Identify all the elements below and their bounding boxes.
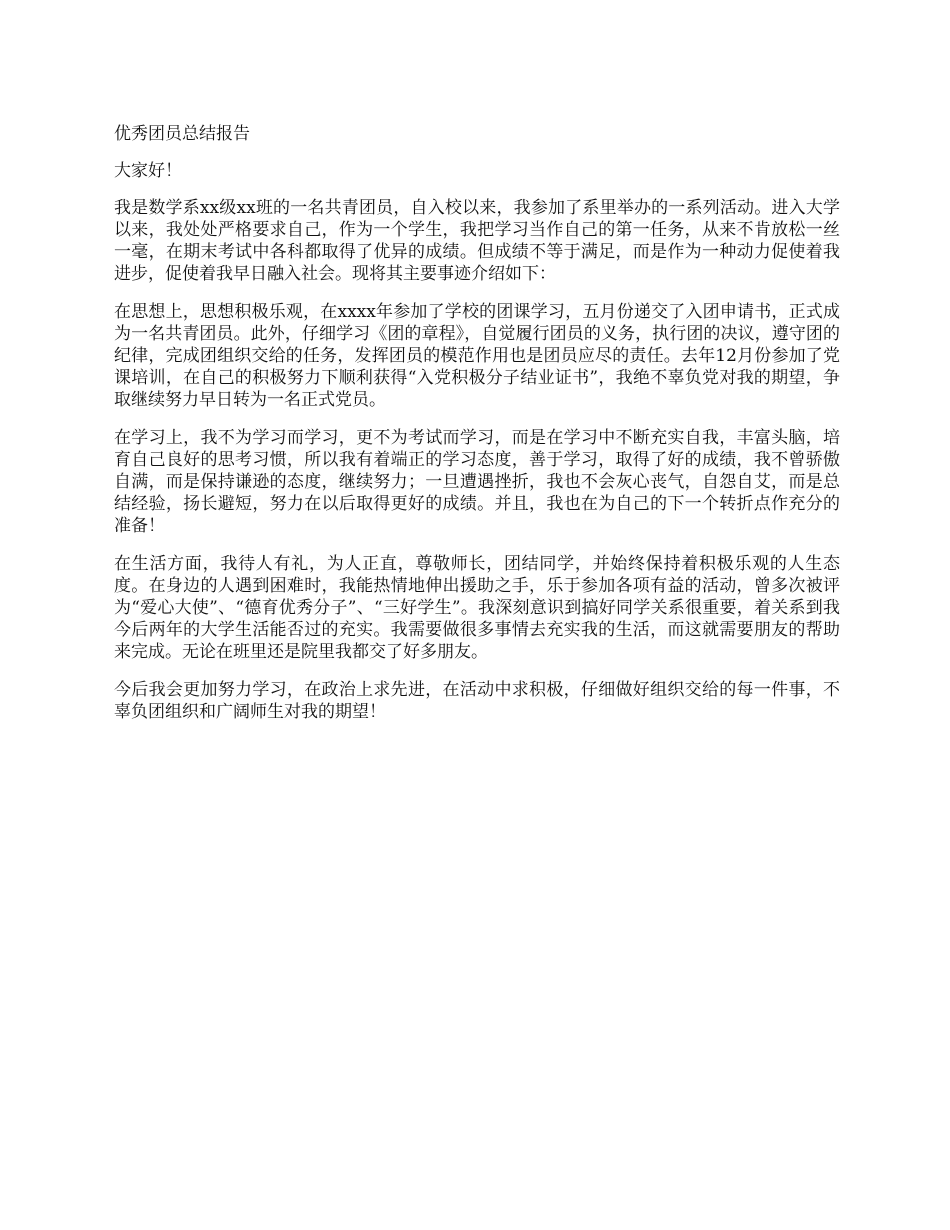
document-page bbox=[114, 123, 840, 739]
paragraph-conclusion: 今后我会更加努力学习，在政治上求先进，在活动中求积极，仔细做好组织交给的每一件事，不辜负团组织和广阔师生对我的期望！ bbox=[114, 680, 840, 722]
paragraph-intro: 我是数学系xx级xx班的一名共青团员，自入校以来，我参加了系里举办的一系列活动。进入大学以来，我处处严格要求自己，作为一个学生，我把学习当作自己的第一任务，从来不肯放松一丝一毫，在期末考试中各科都取得了优异的成绩。但成绩不等于满足，而是作为一种动力促使着我进步，促使着我早日融入社会。现将其主要事迹介绍如下： bbox=[114, 198, 840, 284]
paragraph-life: 在生活方面，我待人有礼，为人正直，尊敬师长，团结同学，并始终保持着积极乐观的人生态度。在身边的人遇到困难时，我能热情地伸出援助之手，乐于参加各项有益的活动，曾多次被评为“爱心大使”、“德育优秀分子”、“三好学生”。我深刻意识到搞好同学关系很重要，着关系到我今后两年的大学生活能否过的充实。我需要做很多事情去充实我的生活，而这就需要朋友的帮助来完成。无论在班里还是院里我都交了好多朋友。 bbox=[114, 554, 840, 662]
paragraph-ideology: 在思想上，思想积极乐观，在xxxx年参加了学校的团课学习，五月份递交了入团申请书，正式成为一名共青团员。此外，仔细学习《团的章程》，自觉履行团员的义务，执行团的决议，遵守团的纪律，完成团组织交给的任务，发挥团员的模范作用也是团员应尽的责任。去年12月份参加了党课培训，在自己的积极努力下顺利获得“入党积极分子结业证书”，我绝不辜负党对我的期望，争取继续努力早日转为一名正式党员。 bbox=[114, 302, 840, 410]
document-title: 优秀团员总结报告 bbox=[114, 124, 250, 144]
paragraph-study: 在学习上，我不为学习而学习，更不为考试而学习，而是在学习中不断充实自我，丰富头脑，培育自己良好的思考习惯，所以我有着端正的学习态度，善于学习，取得了好的成绩，我不曾骄傲自满，而是保持谦逊的态度，继续努力；一旦遭遇挫折，我也不会灰心丧气，自怨自艾，而是总结经验，扬长避短，努力在以后取得更好的成绩。并且，我也在为自己的下一个转折点作充分的准备！ bbox=[114, 428, 840, 536]
greeting: 大家好！ bbox=[114, 161, 182, 181]
